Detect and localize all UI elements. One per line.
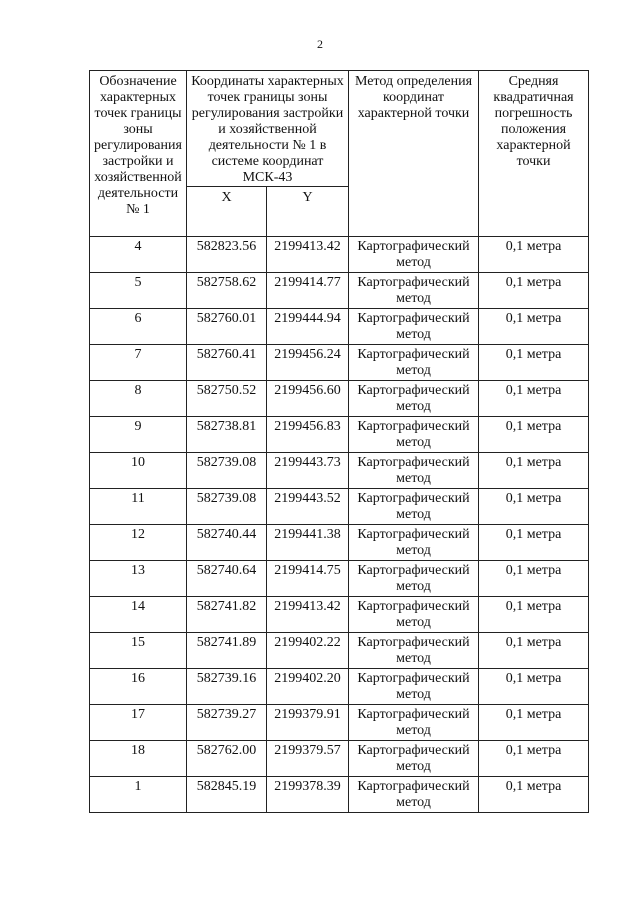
cell-x: 582741.89 xyxy=(187,633,267,669)
header-coordinates: Координаты характерных точек границы зоны регулирования застройки и хозяйственной деятельности № 1 в системе координат МСК-43 xyxy=(187,71,349,187)
table-row xyxy=(90,705,589,741)
table-row xyxy=(90,597,589,633)
cell-x: 582740.64 xyxy=(187,561,267,597)
cell-method: Картографический метод xyxy=(349,417,479,453)
header-method: Метод определения координат характерной точки xyxy=(349,71,479,237)
cell-method: Картографический метод xyxy=(349,741,479,777)
cell-point: 4 xyxy=(90,237,187,273)
cell-error: 0,1 метра xyxy=(479,309,589,345)
cell-error: 0,1 метра xyxy=(479,669,589,705)
cell-point: 15 xyxy=(90,633,187,669)
table-body xyxy=(90,237,589,813)
cell-x: 582760.41 xyxy=(187,345,267,381)
cell-method: Картографический метод xyxy=(349,777,479,813)
cell-error: 0,1 метра xyxy=(479,705,589,741)
table-row xyxy=(90,309,589,345)
cell-point: 12 xyxy=(90,525,187,561)
cell-y: 2199402.22 xyxy=(267,633,349,669)
cell-method: Картографический метод xyxy=(349,597,479,633)
coordinates-table xyxy=(89,70,589,813)
cell-point: 1 xyxy=(90,777,187,813)
cell-y: 2199414.77 xyxy=(267,273,349,309)
table-row xyxy=(90,669,589,705)
cell-error: 0,1 метра xyxy=(479,489,589,525)
header-x: X xyxy=(187,187,267,237)
cell-y: 2199402.20 xyxy=(267,669,349,705)
cell-y: 2199443.73 xyxy=(267,453,349,489)
cell-y: 2199443.52 xyxy=(267,489,349,525)
cell-method: Картографический метод xyxy=(349,309,479,345)
cell-error: 0,1 метра xyxy=(479,237,589,273)
cell-error: 0,1 метра xyxy=(479,345,589,381)
cell-x: 582750.52 xyxy=(187,381,267,417)
cell-method: Картографический метод xyxy=(349,633,479,669)
cell-point: 18 xyxy=(90,741,187,777)
cell-method: Картографический метод xyxy=(349,345,479,381)
cell-point: 9 xyxy=(90,417,187,453)
cell-method: Картографический метод xyxy=(349,705,479,741)
cell-point: 16 xyxy=(90,669,187,705)
table-row xyxy=(90,237,589,273)
cell-method: Картографический метод xyxy=(349,237,479,273)
cell-x: 582741.82 xyxy=(187,597,267,633)
cell-y: 2199413.42 xyxy=(267,597,349,633)
cell-method: Картографический метод xyxy=(349,489,479,525)
cell-error: 0,1 метра xyxy=(479,633,589,669)
cell-y: 2199456.60 xyxy=(267,381,349,417)
cell-point: 14 xyxy=(90,597,187,633)
cell-x: 582762.00 xyxy=(187,741,267,777)
cell-x: 582739.08 xyxy=(187,453,267,489)
cell-point: 8 xyxy=(90,381,187,417)
cell-point: 5 xyxy=(90,273,187,309)
cell-y: 2199444.94 xyxy=(267,309,349,345)
cell-point: 6 xyxy=(90,309,187,345)
cell-x: 582739.08 xyxy=(187,489,267,525)
cell-y: 2199413.42 xyxy=(267,237,349,273)
cell-x: 582739.16 xyxy=(187,669,267,705)
cell-error: 0,1 метра xyxy=(479,777,589,813)
header-designation: Обозначение характерных точек границы зоны регулирования застройки и хозяйственной деятельности № 1 xyxy=(90,71,187,237)
cell-error: 0,1 метра xyxy=(479,525,589,561)
cell-point: 11 xyxy=(90,489,187,525)
cell-y: 2199379.91 xyxy=(267,705,349,741)
cell-error: 0,1 метра xyxy=(479,597,589,633)
cell-error: 0,1 метра xyxy=(479,417,589,453)
cell-method: Картографический метод xyxy=(349,525,479,561)
cell-method: Картографический метод xyxy=(349,381,479,417)
cell-x: 582739.27 xyxy=(187,705,267,741)
table-row xyxy=(90,453,589,489)
table-row xyxy=(90,381,589,417)
cell-error: 0,1 метра xyxy=(479,453,589,489)
cell-x: 582845.19 xyxy=(187,777,267,813)
table-row xyxy=(90,633,589,669)
cell-x: 582758.62 xyxy=(187,273,267,309)
cell-x: 582740.44 xyxy=(187,525,267,561)
cell-error: 0,1 метра xyxy=(479,381,589,417)
cell-point: 7 xyxy=(90,345,187,381)
table-row xyxy=(90,489,589,525)
cell-method: Картографический метод xyxy=(349,453,479,489)
table-row xyxy=(90,273,589,309)
page-number: 2 xyxy=(317,37,323,51)
cell-point: 13 xyxy=(90,561,187,597)
cell-y: 2199379.57 xyxy=(267,741,349,777)
cell-y: 2199441.38 xyxy=(267,525,349,561)
table-row xyxy=(90,561,589,597)
cell-error: 0,1 метра xyxy=(479,741,589,777)
header-error: Средняя квадратичная погрешность положения характерной точки xyxy=(479,71,589,237)
header-y: Y xyxy=(267,187,349,237)
cell-method: Картографический метод xyxy=(349,273,479,309)
table-row xyxy=(90,777,589,813)
table-row xyxy=(90,345,589,381)
table-row xyxy=(90,417,589,453)
cell-error: 0,1 метра xyxy=(479,561,589,597)
cell-error: 0,1 метра xyxy=(479,273,589,309)
cell-y: 2199456.83 xyxy=(267,417,349,453)
cell-y: 2199378.39 xyxy=(267,777,349,813)
cell-point: 10 xyxy=(90,453,187,489)
cell-y: 2199414.75 xyxy=(267,561,349,597)
table-row xyxy=(90,741,589,777)
cell-y: 2199456.24 xyxy=(267,345,349,381)
table-row xyxy=(90,525,589,561)
cell-x: 582823.56 xyxy=(187,237,267,273)
cell-method: Картографический метод xyxy=(349,669,479,705)
cell-point: 17 xyxy=(90,705,187,741)
cell-x: 582760.01 xyxy=(187,309,267,345)
cell-method: Картографический метод xyxy=(349,561,479,597)
cell-x: 582738.81 xyxy=(187,417,267,453)
